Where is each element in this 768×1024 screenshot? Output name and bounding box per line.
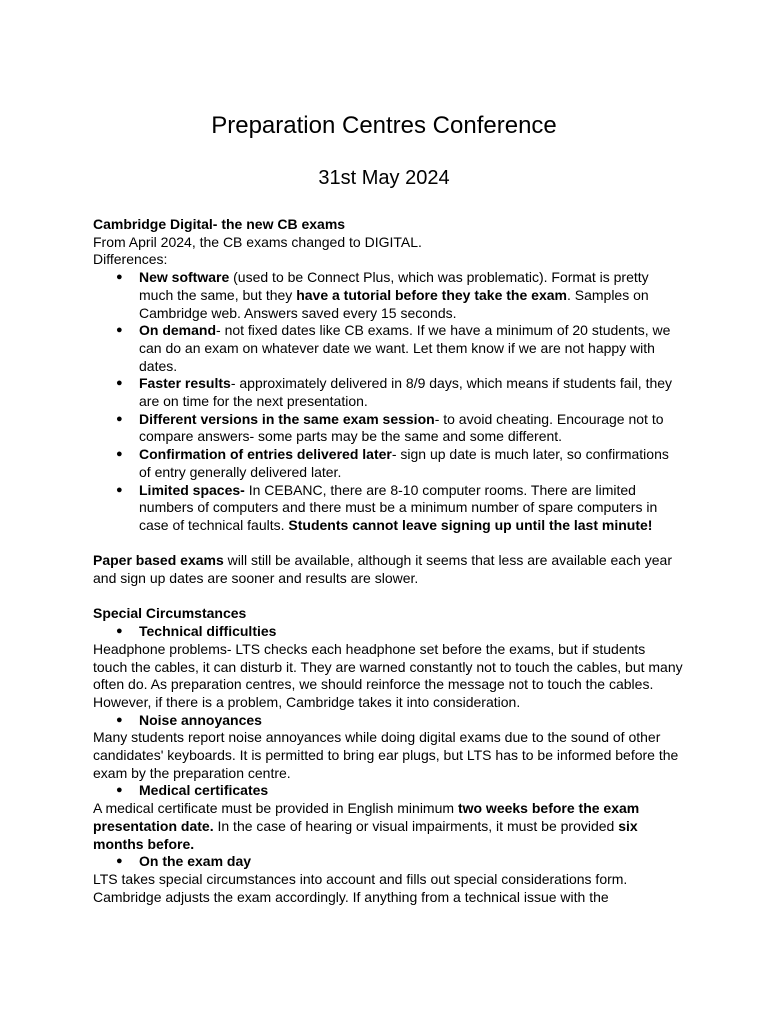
subheading-noise: ● Noise annoyances xyxy=(139,712,683,730)
noise-heading-list xyxy=(93,712,683,730)
technical-heading-list xyxy=(93,623,683,641)
list-item: ● Limited spaces- In CEBANC, there are 8-10 computer rooms. There are limited numbers of computers and there must be a minimum number of spare computers in case of technical faults. Students cannot leave signing up until the last minute! xyxy=(139,482,683,535)
medical-heading-list xyxy=(93,782,683,800)
spacer xyxy=(93,588,683,606)
list-item: ● Confirmation of entries delivered later- sign up date is much later, so confirmations of entry generally delivered later. xyxy=(139,446,683,481)
list-item: ● Different versions in the same exam session- to avoid cheating. Encourage not to compare answers- some parts may be the same and some different. xyxy=(139,411,683,446)
list-item: ● Faster results- approximately delivered in 8/9 days, which means if students fail, they are on time for the next presentation. xyxy=(139,375,683,410)
document-body xyxy=(93,216,683,906)
exam-day-heading-list xyxy=(93,853,683,871)
paper-based-paragraph: Paper based exams will still be available, although it seems that less are available each year and sign up dates are sooner and results are slower. xyxy=(93,552,672,587)
technical-paragraph: Headphone problems- LTS checks each headphone set before the exams, but if students touch the cables, it can disturb it. They are warned constantly not to touch the cables, but many often do. As preparation centres, we should reinforce the message not to touch the cables. However, if there is a problem, Cambridge takes it into consideration. xyxy=(93,640,683,710)
subheading-technical: ● Technical difficulties xyxy=(139,623,683,641)
list-item: ● On demand- not fixed dates like CB exams. If we have a minimum of 20 students, we can do an exam on whatever date we want. Let them know if we are not happy with dates. xyxy=(139,322,683,375)
list-item: ● New software (used to be Connect Plus, which was problematic). Format is pretty much the same, but they have a tutorial before they take the exam. Samples on Cambridge web. Answers saved every 15 seconds. xyxy=(139,269,683,322)
spacer xyxy=(93,535,683,553)
differences-label: Differences: xyxy=(93,251,168,268)
medical-paragraph: A medical certificate must be provided in English minimum two weeks before the exam presentation date. In the case of hearing or visual impairments, it must be provided six months before. xyxy=(93,800,640,852)
digital-intro: From April 2024, the CB exams changed to DIGITAL. xyxy=(93,233,422,250)
document-date: 31st May 2024 xyxy=(318,167,450,189)
section-heading-special: Special Circumstances xyxy=(93,605,247,622)
subheading-exam-day: ● On the exam day xyxy=(139,853,683,871)
subheading-medical: ● Medical certificates xyxy=(139,782,683,800)
differences-list xyxy=(93,269,683,535)
noise-paragraph: Many students report noise annoyances while doing digital exams due to the sound of other candidates' keyboards. It is permitted to bring ear plugs, but LTS has to be informed before the exam by the preparation centre. xyxy=(93,729,679,781)
exam-day-paragraph: LTS takes special circumstances into account and fills out special considerations form. Cambridge adjusts the exam accordingly. If anything from a technical issue with the xyxy=(93,870,628,905)
section-heading-digital: Cambridge Digital- the new CB exams xyxy=(93,216,346,232)
document-title: Preparation Centres Conference xyxy=(211,112,557,139)
